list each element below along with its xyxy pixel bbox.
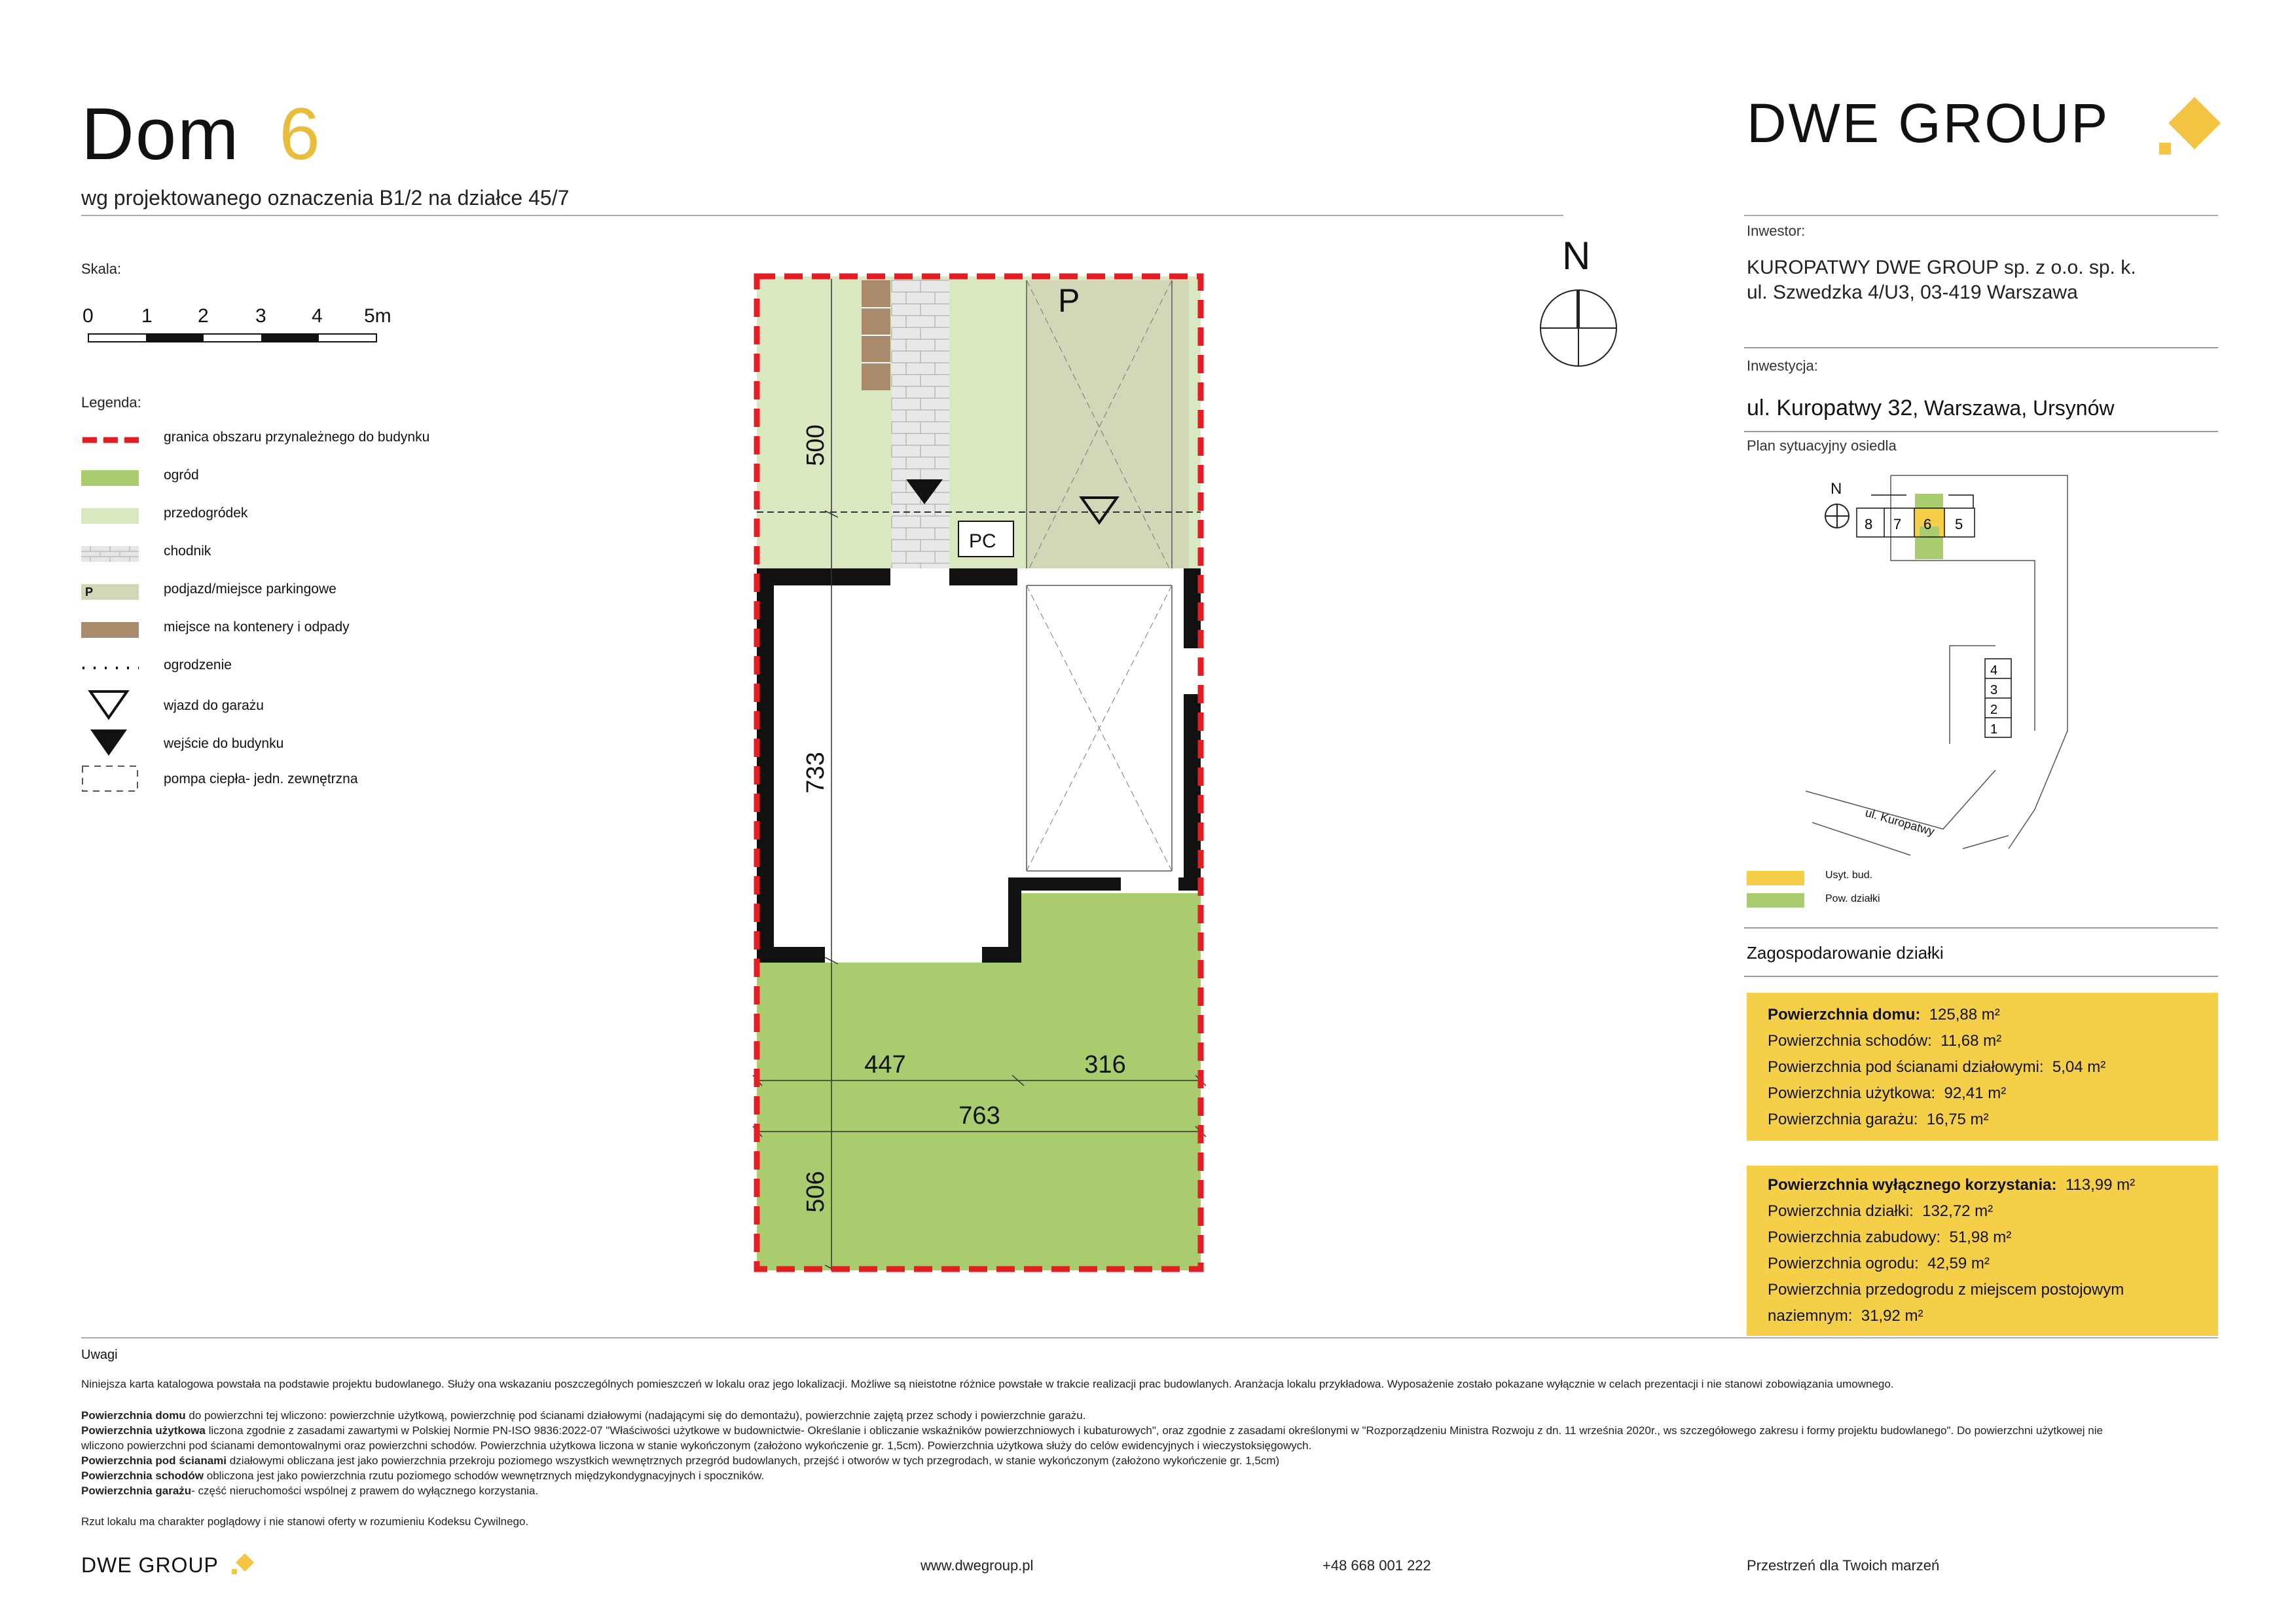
info-divider bbox=[1744, 431, 2218, 432]
area-row: Powierzchnia przedogrodu z miejscem postojowym bbox=[1768, 1281, 2124, 1299]
garden-swatch bbox=[81, 470, 139, 486]
scale-bar bbox=[88, 331, 380, 346]
north-compass-icon bbox=[1537, 287, 1620, 369]
area-row: Powierzchnia zabudowy: 51,98 m² bbox=[1768, 1228, 2012, 1246]
unit-label: 5 bbox=[1955, 516, 1963, 532]
info-divider bbox=[1744, 927, 2218, 929]
unit-label: 8 bbox=[1865, 516, 1873, 532]
areas-section-title: Zagospodarowanie działki bbox=[1747, 943, 1944, 963]
investor-name: KUROPATWY DWE GROUP sp. z o.o. sp. k. bbox=[1747, 257, 2136, 278]
heat-pump-dashed-box-icon bbox=[81, 765, 140, 794]
investor-address: ul. Szwedzka 4/U3, 03-419 Warszawa bbox=[1747, 282, 2078, 303]
info-divider bbox=[1744, 976, 2218, 977]
site-key-label: Pow. działki bbox=[1825, 893, 1880, 904]
info-divider bbox=[1744, 215, 2218, 216]
front-garden-swatch bbox=[81, 508, 139, 524]
dim-front: 500 bbox=[802, 424, 829, 466]
site-north-label: N bbox=[1831, 480, 1842, 498]
bins-area bbox=[862, 280, 890, 390]
scale-label: Skala: bbox=[81, 261, 122, 277]
info-divider bbox=[1744, 347, 2218, 348]
area-row: Powierzchnia ogrodu: 42,59 m² bbox=[1768, 1255, 1990, 1272]
site-key-label: Usyt. bud. bbox=[1825, 870, 1873, 881]
north-label: N bbox=[1562, 234, 1591, 278]
scale-tick: 5m bbox=[364, 305, 392, 327]
notes-divider bbox=[81, 1337, 2218, 1338]
garage-entry-triangle-icon bbox=[88, 689, 130, 720]
parking-mark-label: P bbox=[1058, 282, 1080, 319]
area-row: Powierzchnia pod ścianami działowymi: 5,04 m² bbox=[1768, 1058, 2106, 1076]
footer-slogan: Przestrzeń dla Twoich marzeń bbox=[1747, 1557, 1940, 1574]
house-areas-box bbox=[1747, 993, 2218, 1141]
unit-label: 1 bbox=[1990, 722, 1998, 737]
footer-brand: DWE GROUP bbox=[81, 1553, 219, 1577]
unit-label: 4 bbox=[1990, 663, 1998, 678]
scale-tick: 4 bbox=[312, 305, 323, 327]
footer-url[interactable]: www.dwegroup.pl bbox=[920, 1557, 1034, 1574]
unit-label: 7 bbox=[1893, 516, 1902, 532]
area-row: Powierzchnia wyłącznego korzystania: 113,99 m² bbox=[1768, 1176, 2136, 1194]
dim-back: 506 bbox=[802, 1171, 829, 1213]
area-row: naziemnym: 31,92 m² bbox=[1768, 1307, 1923, 1325]
investor-label: Inwestor: bbox=[1747, 223, 1806, 239]
scale-ticks bbox=[81, 305, 422, 331]
unit-label: 3 bbox=[1990, 683, 1998, 697]
header-divider bbox=[81, 215, 1563, 216]
unit-label: 6 bbox=[1923, 516, 1932, 532]
area-row: Powierzchnia działki: 132,72 m² bbox=[1768, 1202, 1994, 1220]
dim-house: 733 bbox=[802, 752, 829, 794]
notes-disclaimer: Rzut lokalu ma charakter poglądowy i nie stanowi oferty w rozumieniu Kodeksu Cywilnego. bbox=[81, 1515, 529, 1528]
parking-area bbox=[1027, 280, 1189, 574]
area-row: Powierzchnia schodów: 11,68 m² bbox=[1768, 1032, 2002, 1050]
area-row: Powierzchnia użytkowa: 92,41 m² bbox=[1768, 1084, 2007, 1102]
note-def: Powierzchnia schodów obliczona jest jako powierzchnia rzutu poziomego schodów wewnętrznych międzykondygnacyjnych i spoczników. bbox=[81, 1469, 765, 1482]
house-number: 6 bbox=[279, 93, 321, 175]
footer-phone[interactable]: +48 668 001 222 bbox=[1322, 1557, 1431, 1574]
fence-dotted-icon bbox=[81, 660, 139, 676]
legend-title: Legenda: bbox=[81, 394, 141, 411]
site-key-swatch bbox=[1747, 871, 1804, 885]
note-def: Powierzchnia garażu- część nieruchomości wspólnej z prawem do wyłącznego korzystania. bbox=[81, 1485, 539, 1497]
investment-label: Inwestycja: bbox=[1747, 358, 1818, 374]
parking-swatch: P bbox=[81, 584, 139, 600]
plot-plan bbox=[746, 268, 1218, 1290]
unit-label: 2 bbox=[1990, 703, 1998, 717]
brand-logo-text: DWE GROUP bbox=[1747, 92, 2110, 154]
building-entry-triangle-icon bbox=[88, 727, 130, 758]
pavement-area bbox=[892, 280, 949, 574]
dim-width-total: 763 bbox=[958, 1102, 1000, 1130]
street-label: ul. Kuropatwy bbox=[1863, 805, 1937, 838]
area-row: Powierzchnia garażu: 16,75 m² bbox=[1768, 1111, 1989, 1128]
notes-title: Uwagi bbox=[81, 1348, 118, 1362]
site-plan-map bbox=[1747, 469, 2074, 862]
red-dashed-line-icon bbox=[81, 436, 139, 444]
scale-tick: 2 bbox=[198, 305, 209, 327]
dim-width-left: 447 bbox=[864, 1051, 906, 1079]
site-plan-label: Plan sytuacyjny osiedla bbox=[1747, 437, 1897, 454]
investment-address: ul. Kuropatwy 32, Warszawa, Ursynów bbox=[1747, 396, 2115, 420]
page-title: Dom 6 bbox=[81, 93, 321, 175]
pavement-swatch bbox=[81, 546, 139, 562]
scale-tick: 0 bbox=[82, 305, 94, 327]
note-def: Powierzchnia domu do powierzchni tej wliczono: powierzchnie użytkową, powierzchnię pod ścianami działowymi (nadającymi się do demontażu), powierzchnie zajętą przez schody i powierzchnie garażu. bbox=[81, 1409, 1086, 1422]
note-def: Powierzchnia użytkowa liczona zgodnie z zasadami zawartymi w Polskiej Normie PN-ISO 9836:2022-07 "Właściwości użytkowe w budownictwie- Określanie i obliczanie wskaźników powierzchniowych i kubaturowych", oraz zgodnie z zasadami określonymi w "Rozporządzeniu Ministra Rozwoju z dn. 11 września 2020r., ws szczegółowego zakresu i formy projektu budowlanego". Do powierzchni użytkowej nie wliczono powierzchni pod ścianami demontowalnymi oraz powierzchni schodów. Powierzchnia użytkowa liczona w stanie wykończonym (założono wykończenie gr. 1,5cm). Powierzchnia użytkowa służy do celów ewidencyjnych i wieczystoksięgowych. bbox=[81, 1424, 2103, 1452]
plot-areas-box bbox=[1747, 1166, 2218, 1336]
scale-tick: 3 bbox=[255, 305, 266, 327]
site-north-icon bbox=[1825, 504, 1849, 528]
scale-tick: 1 bbox=[141, 305, 153, 327]
dim-width-right: 316 bbox=[1084, 1051, 1126, 1079]
note-def: Powierzchnia pod ścianami działowymi obliczana jest jako powierzchnia przekroju poziomego wszystkich wewnętrznych przegród budowlanych, przejść i otworów w tych przegrodach, w stanie wykończonym (założono wykończenie gr. 1,5cm) bbox=[81, 1454, 1280, 1467]
notes-intro: Niniejsza karta katalogowa powstała na podstawie projektu budowlanego. Służy ona wskazaniu poszczególnych pomieszczeń w lokalu oraz jego lokalizacji. Możliwe są nieistotne różnice powstałe w trakcie realizacji prac budowlanych. Aranżacja lokalu przykładowa. Wyposażenie zostało pokazane wyłącznie w celach prezentacji i nie stanowi zobowiązania umownego. bbox=[81, 1378, 1894, 1390]
brand-diamond-icon bbox=[2154, 92, 2226, 164]
footer-diamond-icon bbox=[230, 1551, 257, 1577]
bins-swatch bbox=[81, 622, 139, 638]
area-row: Powierzchnia domu: 125,88 m² bbox=[1768, 1006, 2000, 1024]
notes-definitions bbox=[81, 1408, 2124, 1498]
site-key-swatch bbox=[1747, 893, 1804, 908]
pc-label: PC bbox=[969, 530, 996, 552]
page-subtitle: wg projektowanego oznaczenia B1/2 na działce 45/7 bbox=[81, 186, 570, 210]
